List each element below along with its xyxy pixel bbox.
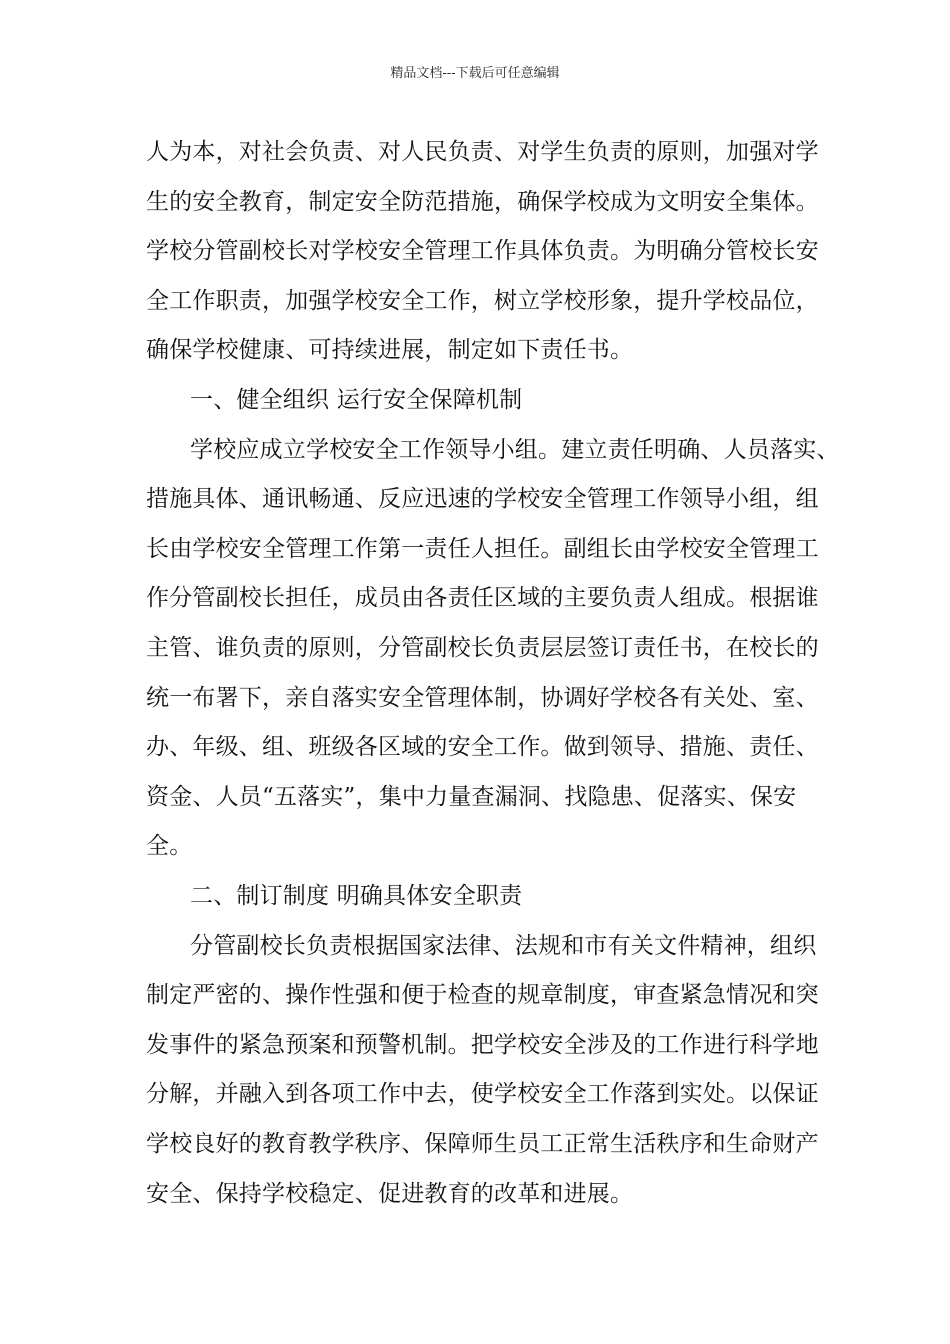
body-line: 作分管副校长担任，成员由各责任区域的主要负责人组成。根据谁 [146,585,819,611]
body-line: 学校应成立学校安全工作领导小组。建立责任明确、人员落实、 [190,437,840,463]
body-line: 统一布署下，亲自落实安全管理体制，协调好学校各有关处、室、 [146,685,819,711]
body-line: 措施具体、通讯畅通、反应迅速的学校安全管理工作领导小组，组 [146,486,819,512]
body-line: 主管、谁负责的原则，分管副校长负责层层签订责任书，在校长的 [146,635,819,661]
body-line: 全工作职责，加强学校安全工作，树立学校形象，提升学校品位， [146,288,819,314]
body-line: 安全、保持学校稳定、促进教育的改革和进展。 [146,1181,634,1207]
body-line: 分解，并融入到各项工作中去，使学校安全工作落到实处。以保证 [146,1081,819,1107]
body-line: 办、年级、组、班级各区域的安全工作。做到领导、措施、责任、 [146,734,819,760]
body-line: 学校分管副校长对学校安全管理工作具体负责。为明确分管校长安 [146,238,819,264]
body-line: 制定严密的、操作性强和便于检查的规章制度，审查紧急情况和突 [146,982,819,1008]
body-line: 资金、人员“五落实”，集中力量查漏洞、找隐患、促落实、保安 [146,784,797,810]
section-heading: 一、健全组织 运行安全保障机制 [190,387,523,413]
body-line: 生的安全教育，制定安全防范措施，确保学校成为文明安全集体。 [146,189,819,215]
body-line: 人为本，对社会负责、对人民负责、对学生负责的原则，加强对学 [146,139,819,165]
body-line: 长由学校安全管理工作第一责任人担任。副组长由学校安全管理工 [146,536,819,562]
body-line: 分管副校长负责根据国家法律、法规和市有关文件精神，组织 [190,933,817,959]
body-line: 全。 [146,833,193,859]
body-line: 发事件的紧急预案和预警机制。把学校安全涉及的工作进行科学地 [146,1032,819,1058]
section-heading: 二、制订制度 明确具体安全职责 [190,883,523,909]
page-header: 精品文档---下载后可任意编辑 [390,66,560,81]
body-line: 学校良好的教育教学秩序、保障师生员工正常生活秩序和生命财产 [146,1131,819,1157]
body-line: 确保学校健康、可持续进展，制定如下责任书。 [146,337,634,363]
